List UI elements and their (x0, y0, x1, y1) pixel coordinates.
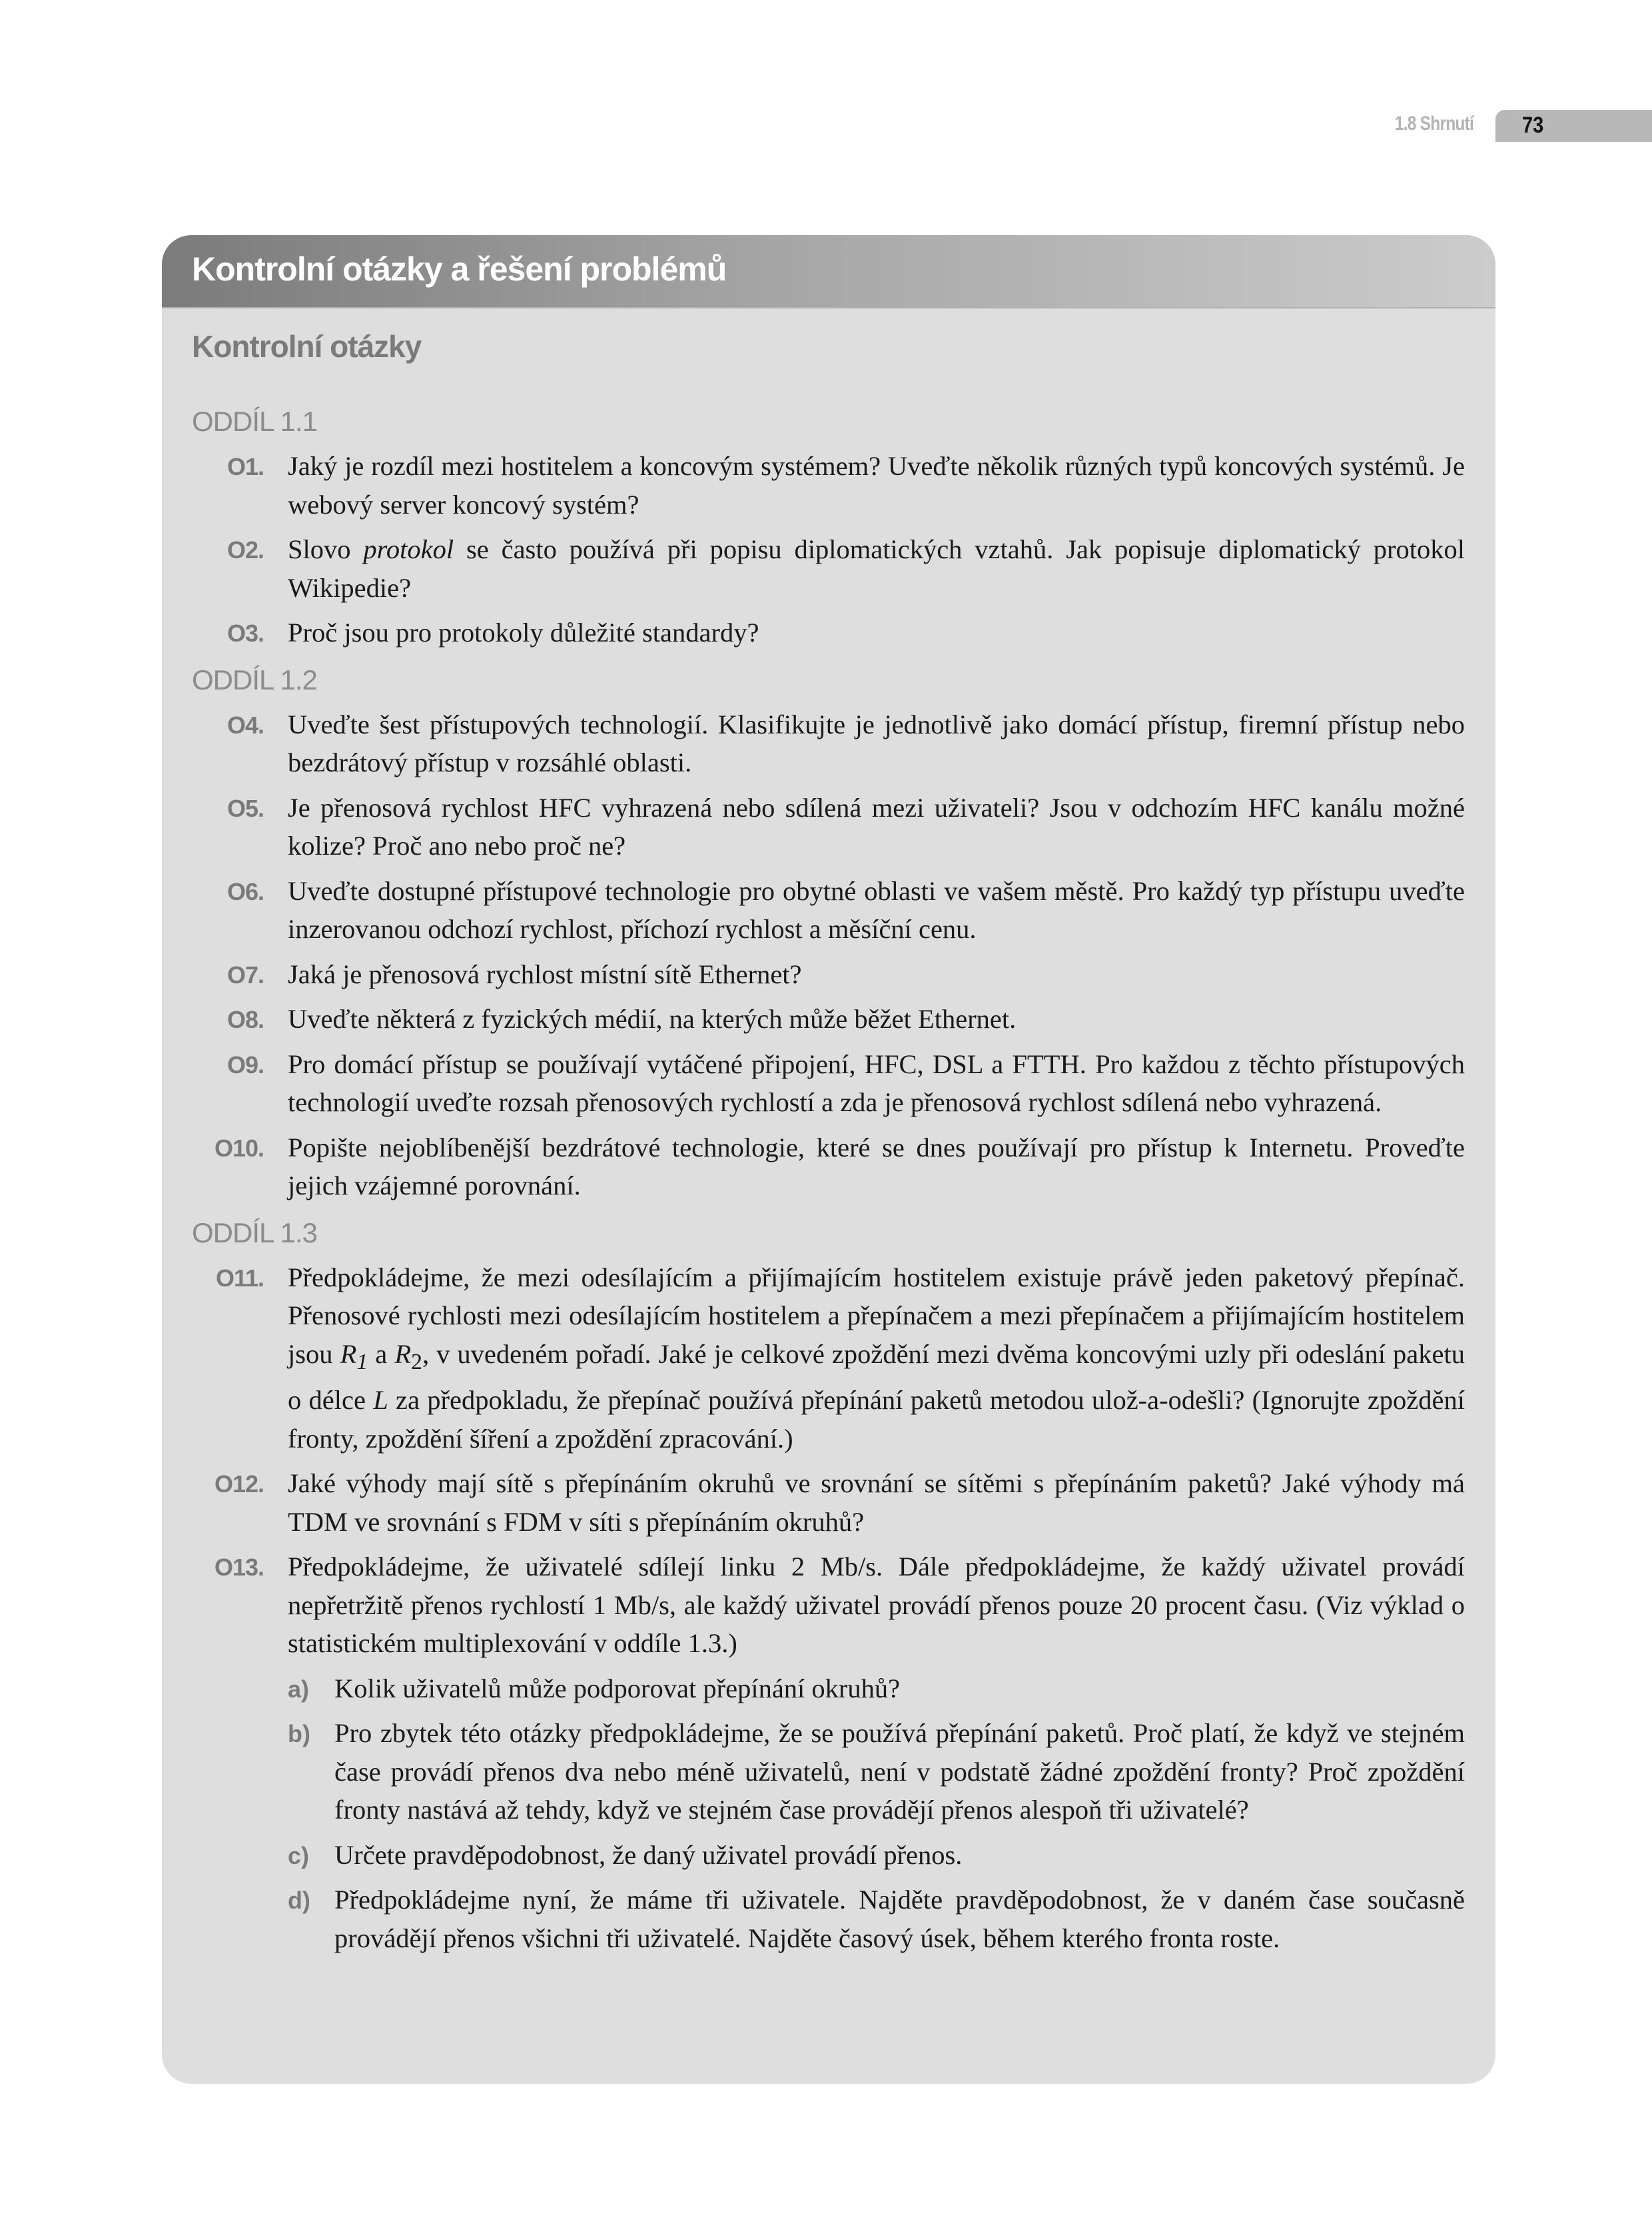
subquestion-letter: b) (288, 1720, 310, 1748)
question-text: Popište nejoblíbenější bezdrátové technologie, které se dnes používají pro přístup k Internetu. Proveďte jejich vzájemné porovnání. (288, 1132, 1465, 1200)
question-number: O1. (226, 453, 264, 480)
question-o11 (162, 1258, 1495, 1458)
subheading-review-questions: Kontrolní otázky (192, 329, 422, 364)
question-o12 (162, 1464, 1495, 1541)
question-number: O7. (226, 961, 264, 989)
running-head (0, 110, 1652, 142)
question-o2 (162, 530, 1495, 607)
variable-r2: R (394, 1338, 412, 1369)
question-number: O2. (226, 536, 264, 564)
question-text: Jaký je rozdíl mezi hostitelem a koncovým systémem? Uveďte několik různých typů koncových systémů. Je webový server koncový systém? (288, 451, 1465, 520)
question-o5 (162, 789, 1495, 865)
page-number: 73 (1522, 113, 1544, 138)
question-number: O3. (226, 620, 264, 647)
subquestion-c (162, 1836, 1495, 1875)
question-number: O10. (214, 1134, 264, 1162)
variable-l: L (373, 1385, 388, 1416)
question-text: Předpokládejme, že uživatelé sdílejí linku 2 Mb/s. Dále předpokládejme, že každý uživatel provádí nepřetržitě přenos rychlostí 1 Mb/s, ale každý uživatel provádí přenos pouze 20 procent času. (Viz výklad o statistickém multiplexování v oddíle 1.3.) (288, 1552, 1465, 1659)
subquestion-letter: c) (288, 1841, 310, 1869)
question-flow (162, 403, 1495, 1957)
question-number: O5. (226, 794, 264, 822)
subquestion-d (162, 1881, 1495, 1957)
review-questions-box (162, 235, 1495, 2084)
question-text: Uveďte šest přístupových technologií. Klasifikujte je jednotlivě jako domácí přístup, firemní přístup nebo bezdrátový přístup v rozsáhlé oblasti. (288, 709, 1465, 777)
question-text: Uveďte dostupné přístupové technologie pro obytné oblasti ve vašem městě. Pro každý typ přístupu uveďte inzerovanou odchozí rychlost, příchozí rychlost a měsíční cenu. (288, 875, 1465, 944)
question-number: O13. (214, 1554, 264, 1581)
question-text: Jaká je přenosová rychlost místní sítě Ethernet? (288, 959, 802, 989)
subquestion-text: Kolik uživatelů může podporovat přepínání okruhů? (334, 1673, 901, 1703)
section-heading-1-3: ODDÍL 1.3 (192, 1216, 317, 1248)
section-heading-1-1: ODDÍL 1.1 (192, 406, 317, 437)
subquestion-a (162, 1669, 1495, 1708)
question-text: Pro domácí přístup se používají vytáčené připojení, HFC, DSL a FTTH. Pro každou z těchto přístupových technologií uveďte rozsah přenosových rychlostí a zda je přenosová rychlost sdílená nebo vyhrazená. (288, 1049, 1465, 1117)
running-head-section: 1.8 Shrnutí (1394, 113, 1473, 135)
subquestion-letter: a) (288, 1675, 310, 1703)
box-header (162, 235, 1495, 308)
variable-r1: $R_1$ (340, 1338, 368, 1374)
question-o7 (162, 955, 1495, 994)
question-text: Jaké výhody mají sítě s přepínáním okruhů ve srovnání se sítěmi s přepínáním paketů? Jaké výhody má TDM ve srovnání s FDM v síti s přepínáním okruhů? (288, 1468, 1465, 1537)
page-number-tab (1495, 110, 1652, 142)
question-number: O11. (215, 1264, 264, 1292)
box-title: Kontrolní otázky a řešení problémů (192, 250, 727, 288)
question-o9 (162, 1045, 1495, 1122)
section-heading-1-2: ODDÍL 1.2 (192, 664, 317, 695)
question-o13 (162, 1548, 1495, 1663)
question-o3 (162, 614, 1495, 652)
question-o6 (162, 872, 1495, 949)
subquestion-text: Předpokládejme nyní, že máme tři uživatele. Najděte pravděpodobnost, že v daném čase současně provádějí přenos všichni tři uživatelé. Najděte časový úsek, během kterého fronta roste. (334, 1885, 1465, 1953)
question-number: O8. (226, 1006, 264, 1033)
subquestion-text: Určete pravděpodobnost, že daný uživatel provádí přenos. (334, 1839, 963, 1870)
question-o1 (162, 447, 1495, 524)
question-text: Proč jsou pro protokoly důležité standardy? (288, 618, 759, 648)
question-number: O9. (226, 1051, 264, 1079)
question-text: Slovo protokol se často používá při popisu diplomatických vztahů. Jak popisuje diplomatický protokol Wikipedie? (288, 534, 1465, 603)
question-text: Předpokládejme, že mezi odesílajícím a přijímajícím hostitelem existuje právě jeden paketový přepínač. Přenosové rychlosti mezi odesílajícím hostitelem a přepínačem a mezi přepínačem a přijímajícím hostitelem jsou $R_1$ a $R_2$, v uvedeném pořadí. Jaké je celkové zpoždění mezi dvěma koncovými uzly při odeslání paketu o délce L za předpokladu, že přepínač používá přepínání paketů metodou ulož-a-odešli? (Ignorujte zpoždění fronty, zpoždění šíření a zpoždění zpracování.) (288, 1262, 1465, 1454)
italic-term: protokol (363, 534, 454, 564)
question-o4 (162, 705, 1495, 782)
question-number: O4. (226, 711, 264, 739)
subquestion-text: Pro zbytek této otázky předpokládejme, že se používá přepínání paketů. Proč platí, že když ve stejném čase provádí přenos dva nebo méně uživatelů, není v podstatě žádné zpoždění fronty? Proč zpoždění fronty nastává až tehdy, když ve stejném čase provádějí přenos alespoň tři uživatelé? (334, 1718, 1465, 1825)
question-o8 (162, 1000, 1495, 1039)
question-number: O12. (214, 1470, 264, 1498)
question-o10 (162, 1128, 1495, 1205)
question-text: Je přenosová rychlost HFC vyhrazená nebo sdílená mezi uživateli? Jsou v odchozím HFC kanálu možné kolize? Proč ano nebo proč ne? (288, 792, 1465, 861)
subquestion-letter: d) (288, 1887, 310, 1915)
subquestion-b (162, 1714, 1495, 1829)
question-text: Uveďte některá z fyzických médií, na kterých může běžet Ethernet. (288, 1004, 1017, 1034)
question-number: O6. (226, 877, 264, 905)
